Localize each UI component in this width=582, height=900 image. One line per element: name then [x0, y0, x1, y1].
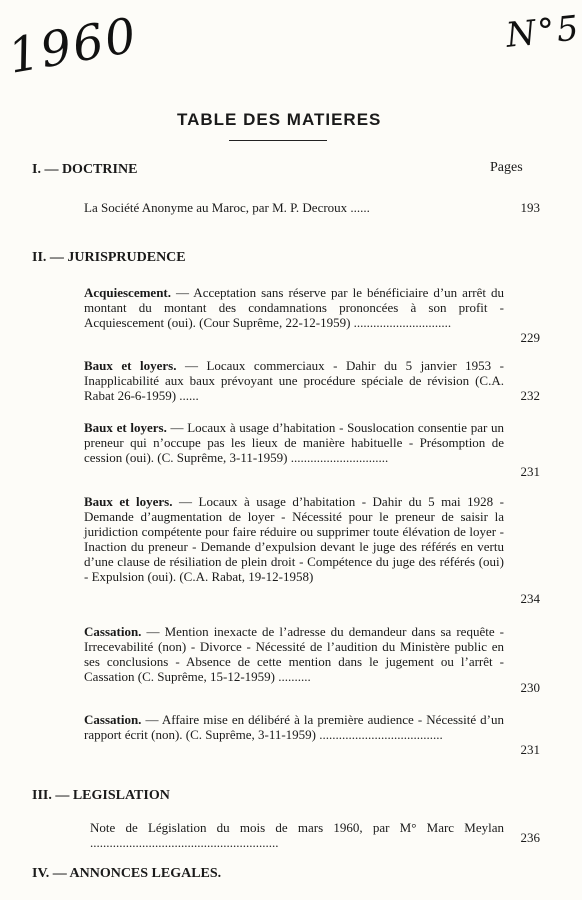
toc-entry: [84, 624, 504, 684]
entry-page-number: 232: [520, 388, 540, 403]
toc-entry: [90, 820, 504, 850]
entry-text: — Affaire mise en délibéré à la première audience - Nécessité d’un rapport écrit (non). (C. Suprême, 3-11-1959) ......................................: [84, 712, 504, 742]
section-heading-doctrine: I. — DOCTRINE: [32, 162, 138, 177]
entry-page-number: 231: [520, 742, 540, 757]
toc-entry: [84, 285, 504, 330]
entry-text: Note de Législation du mois de mars 1960, par M° Marc Meylan ..........................................................: [90, 820, 504, 850]
entry-page-number: 229: [520, 330, 540, 345]
section-heading-legislation: III. — LEGISLATION: [32, 788, 170, 803]
handwritten-number: N°5: [504, 8, 582, 56]
entry-page-number: 230: [520, 680, 540, 695]
entry-lead: Acquiescement.: [84, 285, 172, 300]
title-underline: [229, 140, 327, 141]
entry-page-number: 236: [520, 830, 540, 845]
entry-page-number: 231: [520, 464, 540, 479]
entry-text: — Acceptation sans réserve par le bénéficiaire d’un arrêt du montant du montant des condamnations prononcées à son profit - Acquiescement (oui). (Cour Suprême, 22-12-1959) ..............................: [84, 285, 504, 330]
entry-lead: Baux et loyers.: [84, 420, 167, 435]
toc-entry: [84, 420, 504, 465]
handwritten-year: 1960: [4, 7, 143, 85]
entry-page-number: 234: [520, 591, 540, 606]
toc-entry: [84, 712, 504, 742]
entry-text: La Société Anonyme au Maroc, par M. P. Decroux ......: [84, 200, 370, 215]
toc-entry: [84, 358, 504, 403]
entry-lead: Cassation.: [84, 624, 142, 639]
entry-text: — Locaux commerciaux - Dahir du 5 janvier 1953 - Inapplicabilité aux baux prévoyant une procédure spéciale de révision (C.A. Rabat 26-6-1959) ......: [84, 358, 504, 403]
entry-text: — Locaux à usage d’habitation - Dahir du 5 mai 1928 - Demande d’augmentation de loyer - Nécessité pour le preneur de saisir la juridiction compétente pour faire réduire ou supprimer toute élévation de loyer - Inaction du preneur - Demande d’expulsion devant le juge des référés en vertu d’une clause de résiliation de plein droit - Compétence du juge des référés (oui) - Expulsion (oui). (C.A. Rabat, 19-12-1958): [84, 494, 504, 584]
entry-lead: Baux et loyers.: [84, 358, 177, 373]
pages-column-header: Pages: [490, 160, 523, 175]
entry-text: — Mention inexacte de l’adresse du demandeur dans sa requête - Irrecevabilité (non) - Divorce - Nécessité de l’audition du Ministère public en ses conclusions - Absence de cette mention dans le jugement ou l’arrêt - Cassation (C. Suprême, 15-12-1959) ..........: [84, 624, 504, 684]
toc-entry: [84, 494, 504, 584]
entry-text: — Locaux à usage d’habitation - Souslocation consentie par un preneur qui n’occupe pas les lieux de manière habituelle - Présomption de cession (oui). (C. Suprême, 3-11-1959) ..............................: [84, 420, 504, 465]
entry-lead: Cassation.: [84, 712, 142, 727]
toc-entry: [84, 200, 504, 215]
section-heading-jurisprudence: II. — JURISPRUDENCE: [32, 250, 186, 265]
section-heading-annonces-legales: IV. — ANNONCES LEGALES.: [32, 866, 222, 881]
entry-page-number: 193: [520, 200, 540, 215]
page-title: TABLE DES MATIERES: [177, 110, 382, 129]
entry-lead: Baux et loyers.: [84, 494, 173, 509]
